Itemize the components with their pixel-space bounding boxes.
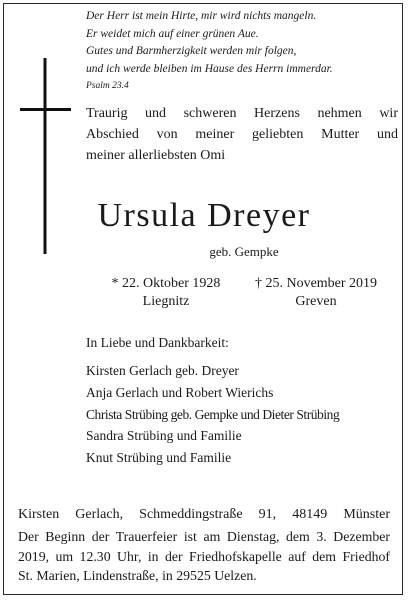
mourner-name: Kirsten Gerlach geb. Dreyer [86, 363, 239, 378]
intro-text [86, 103, 398, 166]
mourner-name: Anja Gerlach und Robert Wierichs [86, 384, 274, 400]
mourner-name: Sandra Strübing und Familie [86, 428, 242, 444]
psalm-quote [86, 8, 396, 94]
psalm-line: und ich werde bleiben im Hause des Herrn immerdar. [86, 62, 333, 75]
intro-line: Traurig und schweren Herzens nehmen wir [86, 106, 398, 121]
funeral-line: 2019, um 12.30 Uhr, in der Friedhofskapelle auf dem Friedhof [18, 548, 390, 564]
death-info [236, 275, 396, 311]
birth-place: Liegnitz [142, 294, 190, 309]
funeral-line: Der Beginn der Trauerfeier ist am Dienstag, dem 3. Dezember [18, 529, 390, 544]
psalm-line: Er weidet mich auf einer grünen Aue. [86, 27, 259, 40]
mourner-name: Christa Strübing geb. Gempke und Dieter Strübing [86, 406, 340, 422]
mourners-heading: In Liebe und Dankbarkeit: [86, 335, 229, 350]
contact-address: Kirsten Gerlach, Schmeddingstraße 91, 48149 Münster [18, 507, 390, 522]
death-place: Greven [295, 294, 337, 309]
funeral-line: St. Marien, Lindenstraße, in 29525 Uelzen. [18, 568, 257, 583]
maiden-name: geb. Gempke [209, 244, 279, 259]
deceased-name: Ursula Dreyer [97, 197, 311, 234]
birth-date: * 22. Oktober 1928 [111, 276, 221, 291]
psalm-line: Gutes und Barmherzigkeit werden mir folgen, [86, 45, 297, 58]
psalm-line: Der Herr ist mein Hirte, mir wird nichts mangeln. [86, 10, 317, 22]
mourner-name: Knut Strübing und Familie [86, 450, 232, 466]
death-date: † 25. November 2019 [254, 276, 378, 291]
psalm-reference: Psalm 23.4 [86, 81, 129, 92]
intro-line: Abschied von meiner geliebten Mutter und [86, 127, 398, 142]
intro-line: meiner allerliebsten Omi [86, 148, 226, 163]
mourners-list [86, 360, 402, 469]
funeral-info [18, 527, 390, 586]
birth-info [86, 275, 246, 311]
